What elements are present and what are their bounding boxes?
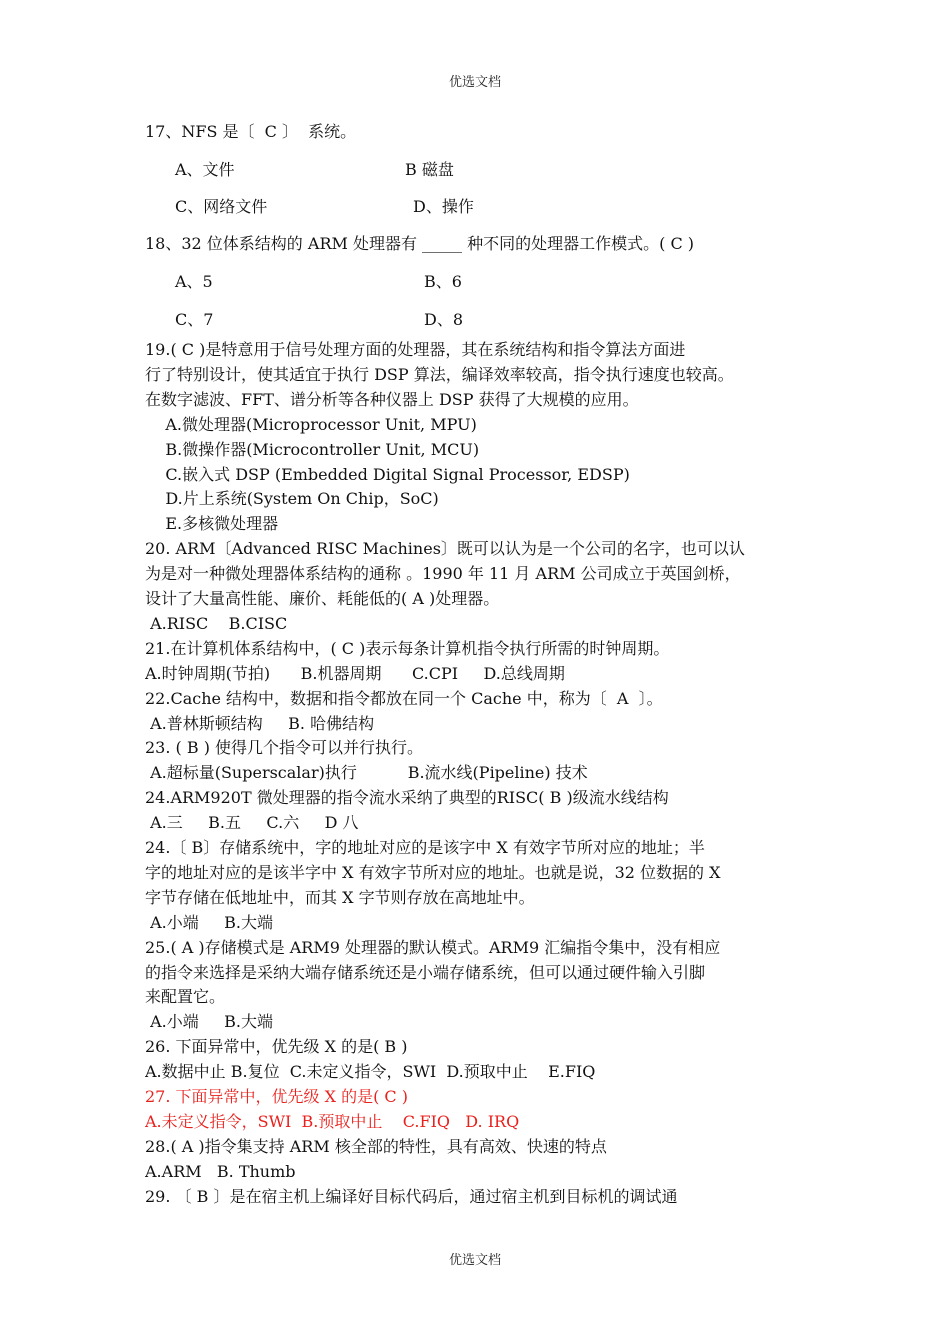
text-line: A.普林斯顿结构 B. 哈佛结构 bbox=[145, 713, 375, 733]
text-line: A.超标量(Superscalar)执行 B.流水线(Pipeline) 技术 bbox=[145, 763, 588, 783]
q18-option-a: A、5 bbox=[175, 272, 213, 291]
text-line: 字的地址对应的是该半字中 X 有效字节所对应的地址。也就是说，32 位数据的 X bbox=[145, 862, 721, 882]
q18-option-d: D、8 bbox=[424, 310, 464, 329]
text-line: 22.Cache 结构中，数据和指令都放在同一个 Cache 中，称为〔 A 〕。 bbox=[145, 688, 663, 708]
text-line: 24.ARM920T 微处理器的指令流水采纳了典型的RISC( B )级流水线结构 bbox=[145, 788, 669, 808]
text-line: B.微操作器(Microcontroller Unit, MCU) bbox=[145, 439, 480, 459]
highlighted-question-27: 27. 下面异常中，优先级 X 的是( C ) bbox=[145, 1087, 408, 1106]
q17-option-d: D、操作 bbox=[413, 197, 474, 216]
text-line: 28.( A )指令集支持 ARM 核全部的特性，具有高效、快速的特点 bbox=[145, 1136, 607, 1156]
text-line: A.小端 B.大端 bbox=[145, 912, 274, 932]
text-line: A.数据中止 B.复位 C.未定义指令，SWI D.预取中止 E.FIQ bbox=[145, 1062, 596, 1082]
q17-option-c: C、网络文件 bbox=[175, 197, 268, 216]
q18-option-b: B、6 bbox=[424, 272, 462, 291]
text-line: 21.在计算机体系结构中，( C )表示每条计算机指令执行所需的时钟周期。 bbox=[145, 638, 670, 658]
text-line: 20. ARM〔Advanced RISC Machines〕既可以认为是一个公司的名字，也可以认 bbox=[145, 539, 745, 559]
text-line: 23. ( B ) 使得几个指令可以并行执行。 bbox=[145, 738, 424, 758]
text-line: 26. 下面异常中，优先级 X 的是( B ) bbox=[145, 1037, 408, 1057]
q17-option-a: A、文件 bbox=[175, 160, 235, 179]
question-18-stem: 18、32 位体系结构的 ARM 处理器有 _____ 种不同的处理器工作模式。( C ) bbox=[145, 234, 695, 253]
question-17-stem: 17、NFS 是〔 C 〕 系统。 bbox=[145, 122, 357, 141]
text-line: 行了特别设计，使其适宜于执行 DSP 算法，编译效率较高，指令执行速度也较高。 bbox=[145, 364, 734, 384]
q18-option-c: C、7 bbox=[175, 310, 214, 329]
text-line: 的指令来选择是采纳大端存储系统还是小端存储系统，但可以通过硬件输入引脚 bbox=[145, 962, 706, 982]
text-line: A.ARM B. Thumb bbox=[145, 1161, 296, 1181]
text-line: A.时钟周期(节拍) B.机器周期 C.CPI D.总线周期 bbox=[145, 663, 565, 683]
text-line: D.片上系统(System On Chip，SoC) bbox=[145, 489, 439, 509]
page-header: 优选文档 bbox=[448, 75, 501, 90]
text-line: E.多核微处理器 bbox=[145, 514, 279, 534]
text-line: 24.〔 B〕存储系统中，字的地址对应的是该字中 X 有效字节所对应的地址；半 bbox=[145, 838, 705, 857]
text-line: A.小端 B.大端 bbox=[145, 1012, 274, 1032]
text-line: 为是对一种微处理器体系结构的通称 。1990 年 11 月 ARM 公司成立于英国剑桥， bbox=[145, 564, 741, 584]
text-line: A.微处理器(Microprocessor Unit, MPU) bbox=[145, 414, 477, 434]
text-line: 在数字滤波、FFT、谱分析等各种仪器上 DSP 获得了大规模的应用。 bbox=[145, 389, 639, 409]
text-line: C.嵌入式 DSP (Embedded Digital Signal Processor, EDSP) bbox=[145, 464, 630, 484]
text-line: 25.( A )存储模式是 ARM9 处理器的默认模式。ARM9 汇编指令集中，没有相应 bbox=[145, 937, 721, 957]
text-line: 29. 〔 B 〕是在宿主机上编译好目标代码后，通过宿主机到目标机的调试通 bbox=[145, 1186, 678, 1206]
text-line: 设计了大量高性能、廉价、耗能低的( A )处理器。 bbox=[145, 589, 500, 608]
highlighted-options-27: A.未定义指令，SWI B.预取中止 C.FIQ D. IRQ bbox=[145, 1111, 520, 1131]
text-line: 来配置它。 bbox=[145, 987, 226, 1007]
text-line: A.三 B.五 C.六 D 八 bbox=[145, 813, 359, 833]
q17-option-b: B 磁盘 bbox=[405, 160, 454, 179]
text-line: 字节存储在低地址中，而其 X 字节则存放在高地址中。 bbox=[145, 887, 535, 907]
text-line: A.RISC B.CISC bbox=[145, 613, 288, 633]
page-footer: 优选文档 bbox=[448, 1253, 501, 1268]
text-line: 19.( C )是特意用于信号处理方面的处理器，其在系统结构和指令算法方面进 bbox=[145, 340, 686, 359]
